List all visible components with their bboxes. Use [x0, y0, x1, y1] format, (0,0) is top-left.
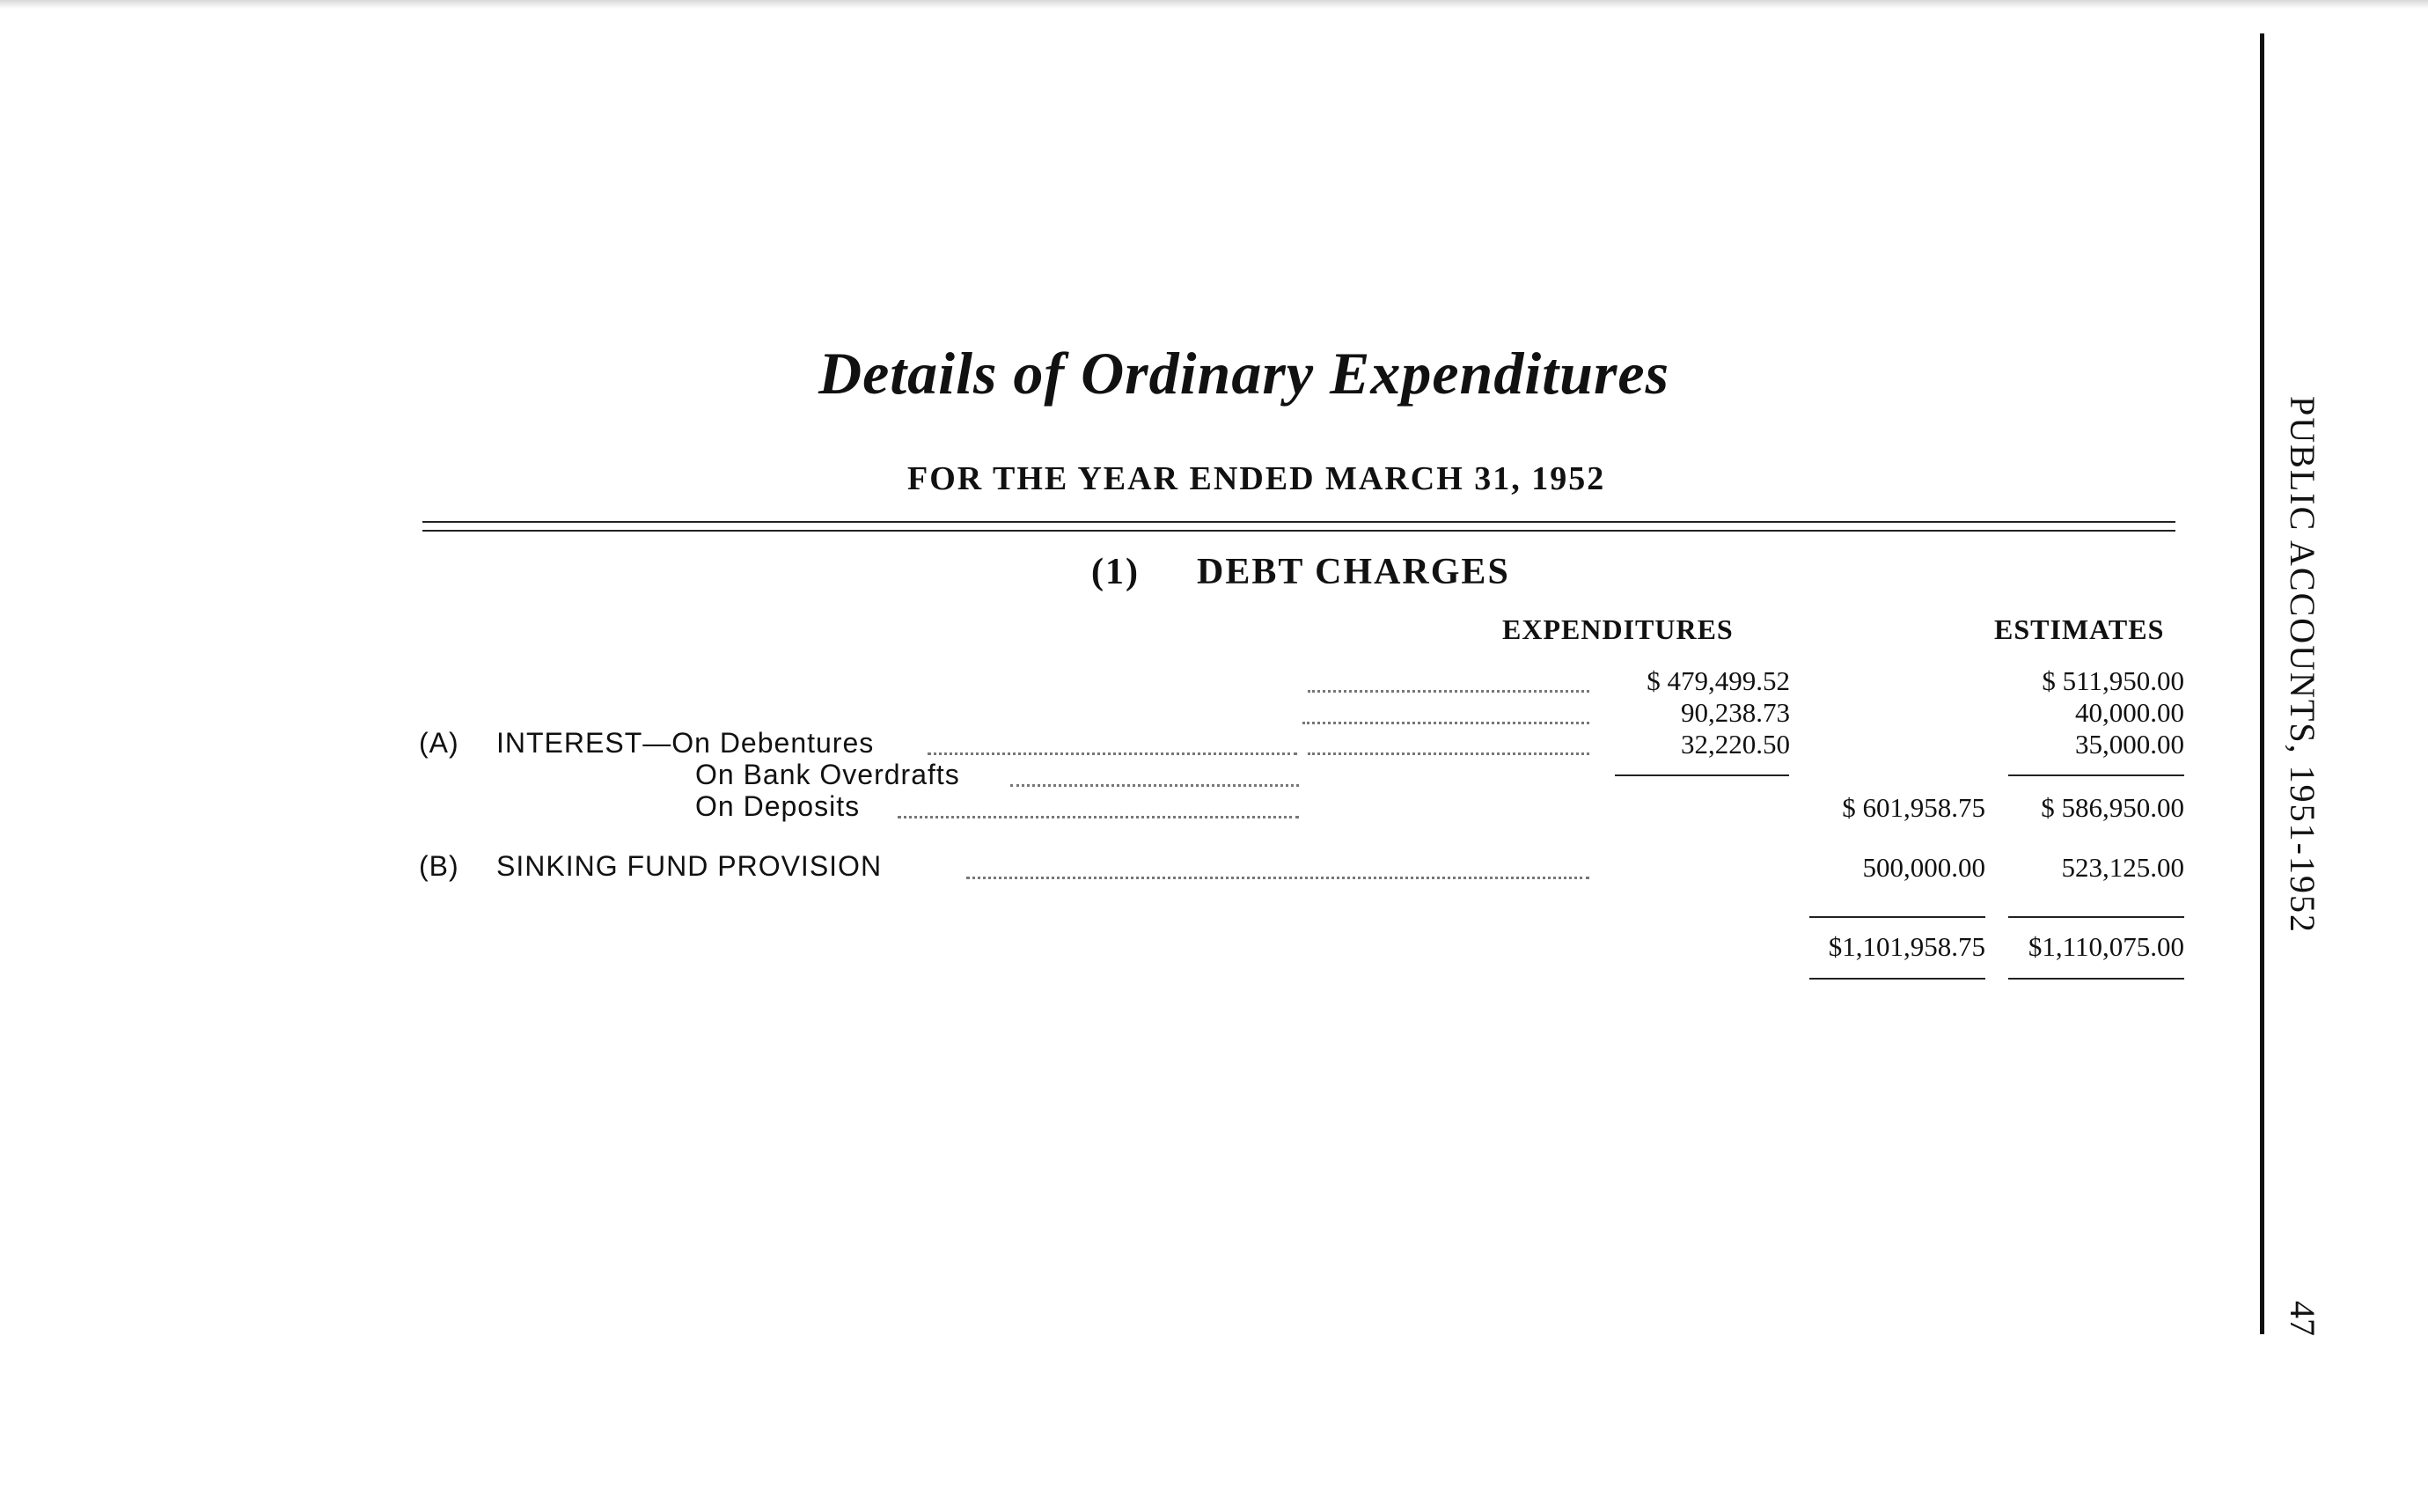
est-bank-overdrafts-value: 40,000.00: [2075, 697, 2184, 728]
est-sinking-fund-value: 523,125.00: [2061, 852, 2184, 883]
est-deposits-value: 35,000.00: [2075, 729, 2184, 760]
exp-grand-total: $1,101,958.75: [1828, 931, 1985, 962]
page-subtitle: FOR THE YEAR ENDED MARCH 31, 1952: [907, 460, 1606, 497]
exp-deposits-value: 32,220.50: [1681, 729, 1790, 760]
interest-marker: (A): [419, 727, 459, 759]
exp-total-overline: [1809, 916, 1985, 918]
double-rule-bottom: [422, 530, 2175, 532]
section-heading: [1091, 551, 1510, 593]
column-header-estimates: ESTIMATES: [1994, 613, 2165, 645]
leader-dots: [1302, 722, 1589, 724]
running-head: PUBLIC ACCOUNTS, 1951-1952: [2283, 396, 2322, 934]
exp-detail-underline: [1615, 774, 1789, 776]
margin-rule: [2260, 33, 2264, 1334]
est-total-overline: [2008, 916, 2184, 918]
interest-deposits-label: On Deposits: [695, 790, 861, 822]
exp-total-underline: [1809, 978, 1985, 980]
est-debentures-value: $ 511,950.00: [2042, 665, 2184, 696]
exp-bank-overdrafts-value: 90,238.73: [1681, 697, 1790, 728]
section-number: (1): [1091, 552, 1140, 592]
interest-bank-overdrafts-label: On Bank Overdrafts: [695, 759, 960, 790]
leader-dots: [898, 816, 1299, 818]
sinking-fund-label: SINKING FUND PROVISION: [496, 850, 883, 882]
leader-dots: [966, 877, 1589, 879]
double-rule-top: [422, 521, 2175, 523]
column-header-expenditures: EXPENDITURES: [1502, 613, 1734, 645]
leader-dots: [928, 752, 1297, 755]
sinking-fund-marker: (B): [419, 850, 459, 882]
leader-dots: [1308, 690, 1589, 693]
exp-sinking-fund-value: 500,000.00: [1862, 852, 1985, 883]
exp-debentures-value: $ 479,499.52: [1647, 665, 1790, 696]
section-title: DEBT CHARGES: [1196, 552, 1510, 592]
est-interest-subtotal: $ 586,950.00: [2041, 792, 2184, 823]
scan-edge-shade: [0, 0, 2428, 9]
interest-label: INTEREST—On Debentures: [496, 727, 875, 759]
est-grand-total: $1,110,075.00: [2028, 931, 2184, 962]
est-detail-underline: [2008, 774, 2184, 776]
exp-interest-subtotal: $ 601,958.75: [1842, 792, 1985, 823]
leader-dots: [1308, 752, 1589, 755]
page-number: 47: [2283, 1301, 2322, 1336]
leader-dots: [1010, 784, 1299, 787]
est-total-underline: [2008, 978, 2184, 980]
page-title: Details of Ordinary Expenditures: [818, 340, 1670, 407]
